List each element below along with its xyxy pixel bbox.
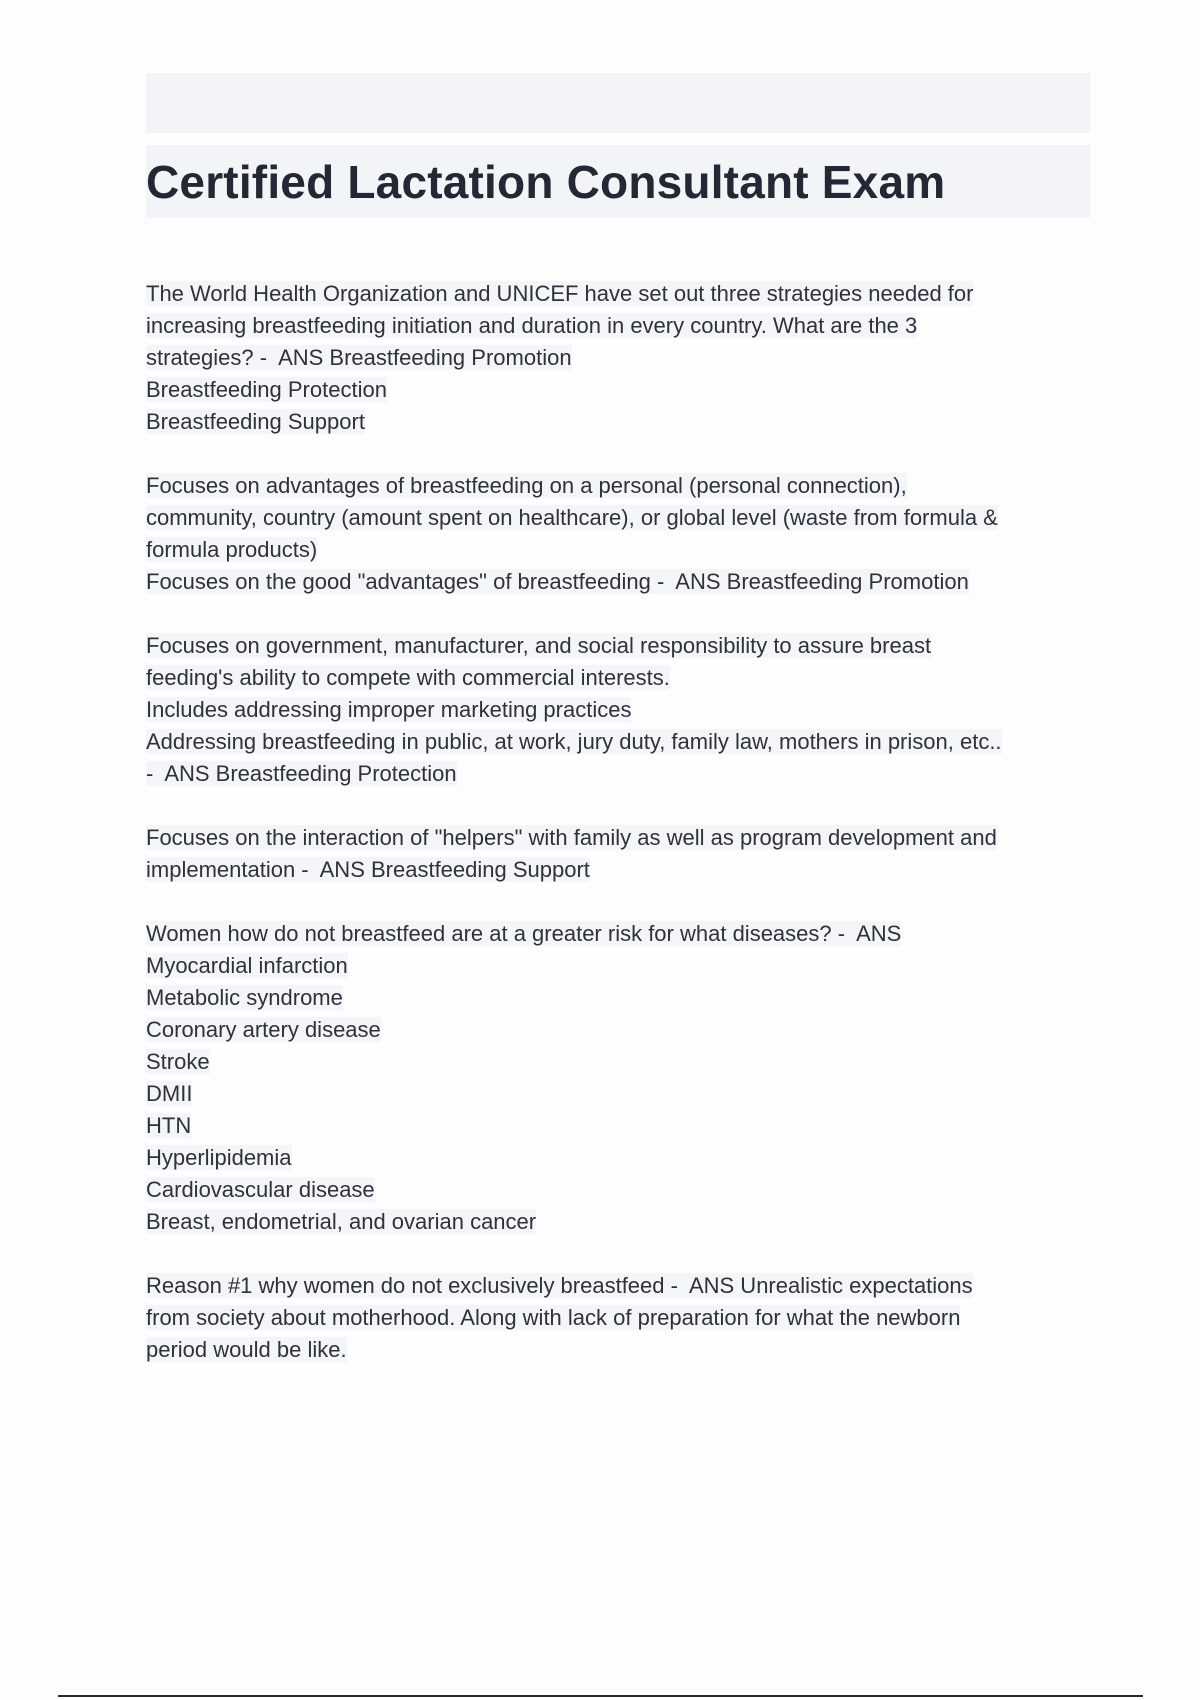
text-line: Hyperlipidemia <box>146 1145 292 1170</box>
text-line: Cardiovascular disease <box>146 1177 375 1202</box>
text-line: Reason #1 why women do not exclusively breastfeed - ANS Unrealistic expectations <box>146 1273 973 1298</box>
text-line: implementation - ANS Breastfeeding Support <box>146 857 590 882</box>
document-title: Certified Lactation Consultant Exam <box>146 155 946 208</box>
text-line: DMII <box>146 1081 193 1106</box>
title-band <box>146 145 1090 218</box>
text-line: Focuses on the interaction of "helpers" with family as well as program development and <box>146 825 997 850</box>
footer-divider <box>58 1695 1143 1697</box>
qa-block <box>146 630 1090 790</box>
qa-block <box>146 278 1090 438</box>
text-line: Metabolic syndrome <box>146 985 343 1010</box>
document-page <box>146 73 1090 1398</box>
qa-content <box>146 278 1090 1366</box>
text-line: Includes addressing improper marketing practices <box>146 697 632 722</box>
text-line: strategies? - ANS Breastfeeding Promotion <box>146 345 572 370</box>
text-line: period would be like. <box>146 1337 347 1362</box>
text-line: - ANS Breastfeeding Protection <box>146 761 457 786</box>
text-line: Breastfeeding Protection <box>146 377 387 402</box>
qa-block <box>146 918 1090 1238</box>
text-line: Breast, endometrial, and ovarian cancer <box>146 1209 537 1234</box>
text-line: Focuses on government, manufacturer, and social responsibility to assure breast <box>146 633 932 658</box>
text-line: from society about motherhood. Along with lack of preparation for what the newborn <box>146 1305 961 1330</box>
text-line: Myocardial infarction <box>146 953 348 978</box>
text-line: Stroke <box>146 1049 210 1074</box>
text-line: Breastfeeding Support <box>146 409 365 434</box>
qa-block <box>146 822 1090 886</box>
text-line: The World Health Organization and UNICEF have set out three strategies needed for <box>146 281 974 306</box>
qa-block <box>146 1270 1090 1366</box>
text-line: Women how do not breastfeed are at a greater risk for what diseases? - ANS <box>146 921 902 946</box>
text-line: HTN <box>146 1113 192 1138</box>
text-line: community, country (amount spent on healthcare), or global level (waste from formula & <box>146 505 998 530</box>
text-line: Focuses on advantages of breastfeeding on a personal (personal connection), <box>146 473 907 498</box>
text-line: feeding's ability to compete with commercial interests. <box>146 665 670 690</box>
text-line: Coronary artery disease <box>146 1017 381 1042</box>
text-line: Addressing breastfeeding in public, at work, jury duty, family law, mothers in prison, etc.. <box>146 729 1002 754</box>
text-line: formula products) <box>146 537 318 562</box>
qa-block <box>146 470 1090 598</box>
text-line: Focuses on the good "advantages" of breastfeeding - ANS Breastfeeding Promotion <box>146 569 969 594</box>
text-line: increasing breastfeeding initiation and duration in every country. What are the 3 <box>146 313 918 338</box>
header-band <box>146 73 1090 133</box>
